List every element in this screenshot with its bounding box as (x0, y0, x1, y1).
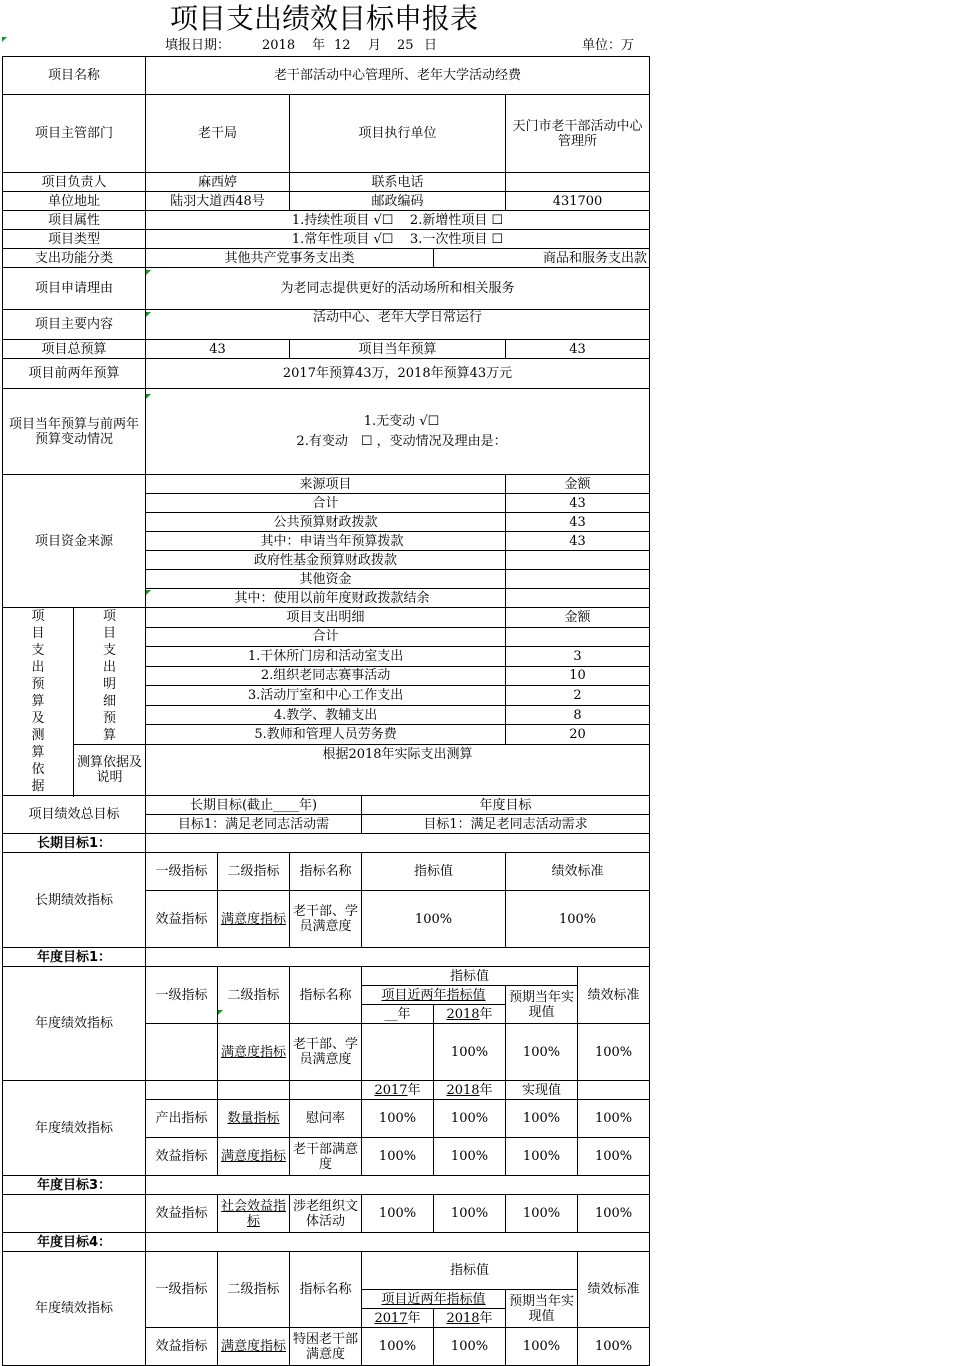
blank-margin (650, 0, 960, 1358)
year4-hstd: 绩效标准 (578, 1252, 650, 1328)
comment-marker-icon (146, 590, 151, 595)
year2-blank-1 (146, 1081, 218, 1100)
year2-v4[interactable]: 100% (578, 1100, 650, 1138)
year4-c1[interactable]: 效益指标 (146, 1328, 218, 1366)
year1-c2[interactable]: 满意度指标 (218, 1024, 290, 1081)
year4-v1[interactable]: 100% (362, 1328, 434, 1366)
year2-year-1[interactable]: 2017年 (362, 1081, 434, 1100)
year2-c3[interactable]: 老干部满意度 (290, 1138, 362, 1176)
year2-v3[interactable]: 100% (506, 1138, 578, 1176)
goal-year-head: 年度目标 (362, 796, 650, 815)
calc-basis-value[interactable]: 根据2018年实际支出测算 (146, 745, 650, 796)
calc-inner-label: 项目支出明细预算 (74, 608, 146, 745)
year4-section: 年度目标4： (3, 1233, 146, 1252)
func-value[interactable]: 其他共产党事务支出类 (146, 249, 434, 268)
year1-h3: 指标名称 (290, 967, 362, 1024)
calc-row-name: 合计 (146, 627, 506, 647)
year3-section-blank[interactable] (146, 1176, 650, 1195)
funds-row-amount[interactable]: 43 (506, 532, 650, 551)
year2-label: 年度绩效指标 (3, 1081, 146, 1176)
year4-hv1: 项目近两年指标值 (362, 1290, 506, 1309)
type-option-1[interactable]: 1.常年性项目 √☐ (291, 231, 394, 247)
row-func (3, 249, 650, 268)
funds-col-amount: 金额 (506, 475, 650, 494)
calc-row-amount[interactable]: 2 (506, 686, 650, 706)
goal-year-value[interactable]: 目标1：满足老同志活动需求 (362, 815, 650, 834)
comment-marker-icon (146, 312, 151, 317)
funds-row-name: 其中：使用以前年度财政拨款结余 (146, 589, 506, 608)
year4-label: 年度绩效指标 (3, 1252, 146, 1366)
fill-date-day: 25 (397, 38, 414, 53)
year1-year-a[interactable]: __年 (362, 1005, 434, 1024)
funds-row-name: 政府性基金预算财政拨款 (146, 551, 506, 570)
calc-row-name: 3.活动厅室和中心工作支出 (146, 686, 506, 706)
long-goal-c1[interactable]: 效益指标 (146, 891, 218, 948)
year4-h3: 指标名称 (290, 1252, 362, 1328)
fill-date-year: 2018 (262, 38, 296, 53)
row-content (3, 310, 650, 340)
row-attr (3, 211, 650, 230)
project-name-label: 项目名称 (3, 57, 146, 95)
year4-head-row-1 (3, 1252, 650, 1290)
long-goal-section-blank[interactable] (146, 834, 650, 853)
year2-blank-4 (578, 1081, 650, 1100)
funds-row-amount[interactable] (506, 589, 650, 608)
year1-c3[interactable]: 老干部、学员满意度 (290, 1024, 362, 1081)
year1-v1[interactable] (362, 1024, 434, 1081)
leader-value[interactable]: 麻西婷 (146, 173, 290, 192)
project-name-value[interactable]: 老干部活动中心管理所、老年大学活动经费 (146, 57, 650, 95)
year3-data-row (3, 1195, 650, 1233)
year2-v3[interactable]: 100% (506, 1100, 578, 1138)
year1-year-b[interactable]: 2018年 (434, 1005, 506, 1024)
goal-header-row (3, 796, 650, 815)
funds-row-name: 公共预算财政拨款 (146, 513, 506, 532)
comment-marker-icon (146, 394, 151, 399)
goal-long-value[interactable]: 目标1：满足老同志活动需 (146, 815, 362, 834)
year4-c2[interactable]: 满意度指标 (218, 1328, 290, 1366)
calc-basis-label: 测算依据及说明 (74, 745, 146, 796)
long-goal-c3[interactable]: 老干部、学员满意度 (290, 891, 362, 948)
calc-header-row (3, 608, 650, 628)
year2-v4[interactable]: 100% (578, 1138, 650, 1176)
long-goal-c2[interactable]: 满意度指标 (218, 891, 290, 948)
row-type (3, 230, 650, 249)
budget-label: 项目总预算 (3, 340, 146, 359)
year2-year-2[interactable]: 2018年 (434, 1081, 506, 1100)
reason-value[interactable]: 为老同志提供更好的活动场所和相关服务 (146, 268, 650, 310)
calc-basis-row (3, 745, 650, 796)
year1-head-row-1 (3, 967, 650, 986)
long-goal-c4[interactable]: 100% (362, 891, 506, 948)
year4-h1: 一级指标 (146, 1252, 218, 1328)
year3-v2[interactable]: 100% (434, 1195, 506, 1233)
long-goal-section: 长期目标1： (3, 834, 146, 853)
year4-section-blank[interactable] (146, 1233, 650, 1252)
year4-hv: 指标值 (362, 1252, 578, 1290)
exec-label: 项目执行单位 (290, 95, 506, 173)
calc-row-amount[interactable]: 3 (506, 647, 650, 667)
year3-v4[interactable]: 100% (578, 1195, 650, 1233)
calc-col-item: 项目支出明细 (146, 608, 506, 628)
year1-hv: 指标值 (362, 967, 578, 986)
goal-label: 项目绩效总目标 (3, 796, 146, 834)
year4-v2[interactable]: 100% (434, 1328, 506, 1366)
year2-v1[interactable]: 100% (362, 1100, 434, 1138)
year1-hv1: 项目近两年指标值 (362, 986, 506, 1005)
row-dept (3, 95, 650, 173)
row-budget (3, 340, 650, 359)
zip-value[interactable]: 431700 (506, 192, 650, 211)
year2-c2[interactable]: 数量指标 (218, 1100, 290, 1138)
year1-h2: 二级指标 (218, 967, 290, 1024)
year2-v1[interactable]: 100% (362, 1138, 434, 1176)
long-goal-h5: 绩效标准 (506, 853, 650, 891)
fill-date-month-suffix: 月 (368, 38, 382, 53)
comment-marker-icon (2, 37, 7, 42)
year4-v4[interactable]: 100% (578, 1328, 650, 1366)
long-goal-h3: 指标名称 (290, 853, 362, 891)
long-goal-c5[interactable]: 100% (506, 891, 650, 948)
year2-c1[interactable]: 产出指标 (146, 1100, 218, 1138)
year2-c2[interactable]: 满意度指标 (218, 1138, 290, 1176)
budget-value[interactable]: 43 (146, 340, 290, 359)
dept-value[interactable]: 老干局 (146, 95, 290, 173)
year2-blank-2 (218, 1081, 290, 1100)
type-options[interactable] (146, 230, 650, 249)
year4-c3[interactable]: 特困老干部满意度 (290, 1328, 362, 1366)
year2-real: 实现值 (506, 1081, 578, 1100)
year2-c3[interactable]: 慰问率 (290, 1100, 362, 1138)
funds-label: 项目资金来源 (3, 475, 146, 608)
row-prev (3, 359, 650, 389)
content-label: 项目主要内容 (3, 310, 146, 340)
year1-c1[interactable] (146, 1024, 218, 1081)
long-goal-head-row (3, 853, 650, 891)
year2-head-row (3, 1081, 650, 1100)
year4-section-row (3, 1233, 650, 1252)
year4-year-a[interactable]: 2017年 (362, 1309, 434, 1328)
calc-row-amount[interactable]: 10 (506, 666, 650, 686)
year-budget-label: 项目当年预算 (290, 340, 506, 359)
calc-row-amount[interactable]: 8 (506, 705, 650, 725)
fill-date-label: 填报日期： (165, 38, 231, 53)
calc-row-name: 4.教学、教辅支出 (146, 705, 506, 725)
address-value[interactable]: 陆羽大道西48号 (146, 192, 290, 211)
year1-v3[interactable]: 100% (506, 1024, 578, 1081)
change-value[interactable] (146, 389, 650, 475)
content-value[interactable]: 活动中心、老年大学日常运行 (146, 310, 650, 340)
unit-label: 单位：万 (582, 38, 635, 53)
year3-section-row (3, 1176, 650, 1195)
calc-row-amount[interactable] (506, 627, 650, 647)
year4-year-b[interactable]: 2018年 (434, 1309, 506, 1328)
func-label: 支出功能分类 (3, 249, 146, 268)
year3-v3[interactable]: 100% (506, 1195, 578, 1233)
year4-v3[interactable]: 100% (506, 1328, 578, 1366)
attr-label: 项目属性 (3, 211, 146, 230)
change-line-1[interactable]: 1.无变动 √☐ (363, 413, 440, 429)
change-label: 项目当年预算与前两年预算变动情况 (3, 389, 146, 475)
row-change (3, 389, 650, 475)
year1-v4[interactable]: 100% (578, 1024, 650, 1081)
funds-row-amount[interactable] (506, 551, 650, 570)
prev-value[interactable]: 2017年预算43万，2018年预算43万元 (146, 359, 650, 389)
change-line-2[interactable]: 2.有变动 ☐ ，变动情况及理由是： (296, 433, 507, 449)
phone-label: 联系电话 (290, 173, 506, 192)
funds-row-amount[interactable]: 43 (506, 494, 650, 513)
goal-long-head: 长期目标(截止____年) (146, 796, 362, 815)
type-label: 项目类型 (3, 230, 146, 249)
year3-label-blank (3, 1195, 146, 1233)
type-option-2[interactable]: 3.一次性项目 ☐ (409, 231, 504, 247)
calc-outer-label: 项目支出预算及测算依据 (3, 608, 74, 796)
exec-value[interactable]: 天门市老干部活动中心管理所 (506, 95, 650, 173)
long-goal-label: 长期绩效指标 (3, 853, 146, 948)
comment-marker-icon (218, 1010, 223, 1015)
year4-h2: 二级指标 (218, 1252, 290, 1328)
year1-v2[interactable]: 100% (434, 1024, 506, 1081)
long-goal-h1: 一级指标 (146, 853, 218, 891)
prev-label: 项目前两年预算 (3, 359, 146, 389)
year3-c1[interactable]: 效益指标 (146, 1195, 218, 1233)
calc-col-amount: 金额 (506, 608, 650, 628)
funds-row-name: 其中：申请当年预算拨款 (146, 532, 506, 551)
year1-section-blank[interactable] (146, 948, 650, 967)
year1-hstd: 绩效标准 (578, 967, 650, 1024)
funds-header-row (3, 475, 650, 494)
year4-hexp: 预期当年实现值 (506, 1290, 578, 1328)
year-budget-value[interactable]: 43 (506, 340, 650, 359)
year3-v1[interactable]: 100% (362, 1195, 434, 1233)
econ-value[interactable]: 商品和服务支出款 (434, 249, 650, 268)
zip-label: 邮政编码 (290, 192, 506, 211)
year2-c1[interactable]: 效益指标 (146, 1138, 218, 1176)
year3-c2[interactable]: 社会效益指标 (218, 1195, 290, 1233)
calc-row-name: 5.教师和管理人员劳务费 (146, 725, 506, 745)
attr-option-2[interactable]: 2.新增性项目 ☐ (409, 212, 504, 228)
comment-marker-icon (146, 270, 151, 275)
leader-label: 项目负责人 (3, 173, 146, 192)
fill-date-year-suffix: 年 (312, 38, 326, 53)
report-table (2, 56, 650, 1366)
year1-section: 年度目标1： (3, 948, 146, 967)
funds-col-source: 来源项目 (146, 475, 506, 494)
row-leader (3, 173, 650, 192)
year2-blank-3 (290, 1081, 362, 1100)
year1-section-row (3, 948, 650, 967)
dept-label: 项目主管部门 (3, 95, 146, 173)
attr-options[interactable] (146, 211, 650, 230)
row-reason (3, 268, 650, 310)
year1-hexp: 预期当年实现值 (506, 986, 578, 1024)
long-goal-h4: 指标值 (362, 853, 506, 891)
attr-option-1[interactable]: 1.持续性项目 √☐ (291, 212, 394, 228)
address-label: 单位地址 (3, 192, 146, 211)
calc-row-name: 1.干休所门房和活动室支出 (146, 647, 506, 667)
fill-date-month: 12 (334, 38, 351, 53)
row-project-name (3, 57, 650, 95)
year1-label: 年度绩效指标 (3, 967, 146, 1081)
reason-label: 项目申请理由 (3, 268, 146, 310)
calc-row-name: 2.组织老同志赛事活动 (146, 666, 506, 686)
funds-row-name: 其他资金 (146, 570, 506, 589)
year1-h1: 一级指标 (146, 967, 218, 1024)
report-title: 项目支出绩效目标申报表 (169, 2, 478, 35)
long-goal-section-row (3, 834, 650, 853)
funds-row-amount[interactable]: 43 (506, 513, 650, 532)
funds-row-name: 合计 (146, 494, 506, 513)
phone-value[interactable] (506, 173, 650, 192)
year3-c3[interactable]: 涉老组织文体活动 (290, 1195, 362, 1233)
calc-row-amount[interactable]: 20 (506, 725, 650, 745)
fill-date-day-suffix: 日 (424, 38, 438, 53)
year3-section: 年度目标3： (3, 1176, 146, 1195)
funds-row-amount[interactable] (506, 570, 650, 589)
year2-v2[interactable]: 100% (434, 1138, 506, 1176)
year2-v2[interactable]: 100% (434, 1100, 506, 1138)
long-goal-h2: 二级指标 (218, 853, 290, 891)
row-address (3, 192, 650, 211)
